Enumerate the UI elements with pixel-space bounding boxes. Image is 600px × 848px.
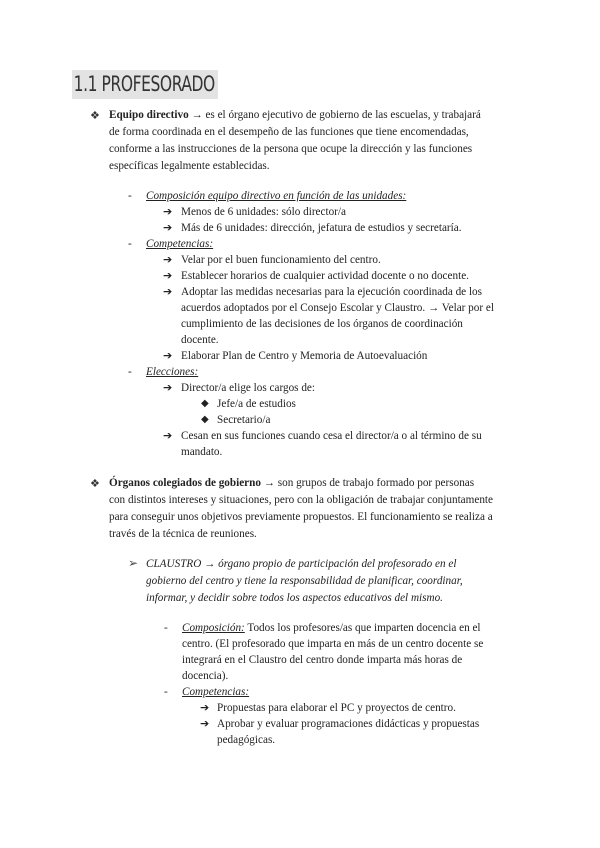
claustro-competencias-item: Aprobar y evaluar programaciones didácticas y propuestas <box>217 718 480 730</box>
dash-marker: - <box>128 190 132 202</box>
arrow-icon: ➔ <box>163 253 173 266</box>
arrow-icon: ➔ <box>163 221 173 234</box>
equipo-heading: Equipo directivo <box>109 109 189 121</box>
bullet-icon: ❖ <box>90 110 100 122</box>
elecciones-item-2-cont: mandato. <box>181 446 223 458</box>
organos-line-4: través de la técnica de reuniones. <box>109 528 257 540</box>
claustro-competencias-item: Propuestas para elaborar el PC y proyectos de centro. <box>217 702 456 714</box>
competencias-item-cont: acuerdos adoptados por el Consejo Escolar y Claustro. → Velar por el <box>181 302 494 314</box>
competencias-item: Adoptar las medidas necesarias para la ejecución coordinada de los <box>181 286 483 298</box>
organos-heading: Órganos colegiados de gobierno <box>109 477 261 489</box>
organos-line-3: para conseguir unos objetivos previamente propuestos. El funcionamiento se realiza a <box>109 511 493 523</box>
arrow-icon: ➔ <box>163 205 173 218</box>
equipo-text: → es el órgano ejecutivo de gobierno de las escuelas, y trabajará <box>191 109 481 121</box>
diamond-icon: ◆ <box>201 398 209 409</box>
claustro-composicion-line-1 <box>182 620 481 636</box>
dash-marker: - <box>164 686 168 698</box>
equipo-line-3: conforme a las instrucciones de la persona que ocupe la dirección y las funciones <box>109 143 473 155</box>
claustro-composicion-label: Composición: <box>182 622 245 634</box>
arrow-icon: ➔ <box>200 717 210 730</box>
dash-marker: - <box>164 622 168 634</box>
diamond-icon: ◆ <box>201 414 209 425</box>
competencias-item: Establecer horarios de cualquier actividad docente o no docente. <box>181 270 469 282</box>
claustro-composicion-line: integrará en el Claustro del centro donde imparta más horas de <box>182 654 463 666</box>
organos-line-2: con distintos intereses y situaciones, pero con la obligación de trabajar conjuntamente <box>109 494 493 506</box>
arrow-icon: ➔ <box>200 701 210 714</box>
elecciones-subitem: Secretario/a <box>217 414 271 426</box>
composicion-item-2: Más de 6 unidades: dirección, jefatura de estudios y secretaría. <box>181 222 462 234</box>
competencias-item-cont: cumplimiento de las decisiones de los órganos de coordinación <box>181 318 463 330</box>
arrow-icon: ➔ <box>163 269 173 282</box>
arrow-icon: ➔ <box>163 285 173 298</box>
dash-marker: - <box>128 366 132 378</box>
claustro-composicion-text: Todos los profesores/as que imparten docencia en el <box>247 622 481 634</box>
claustro-line-1: CLAUSTRO → órgano propio de participación del profesorado en el <box>146 558 457 570</box>
competencias-item: Velar por el buen funcionamiento del centro. <box>181 254 381 266</box>
elecciones-subitem: Jefe/a de estudios <box>217 398 296 410</box>
claustro-composicion-line: docencia). <box>182 670 229 682</box>
arrow-icon: ➔ <box>163 381 173 394</box>
claustro-line-3: informar, y decidir sobre todos los aspectos educativos del mismo. <box>146 592 443 604</box>
claustro-competencias-label: Competencias: <box>182 686 250 698</box>
competencias-item-cont: docente. <box>181 334 219 346</box>
arrow-icon: ➔ <box>163 429 173 442</box>
arrow-icon: ➔ <box>163 349 173 362</box>
elecciones-label: Elecciones: <box>146 366 199 378</box>
page-title: 1.1 PROFESORADO <box>72 70 218 99</box>
equipo-line-2: de forma coordinada en el desempeño de las funciones que tiene encomendadas, <box>109 126 469 138</box>
claustro-line-2: gobierno del centro y tiene la responsabilidad de planificar, coordinar, <box>146 575 463 587</box>
claustro-composicion-line: centro. (El profesorado que imparta en más de un centro docente se <box>182 638 484 650</box>
organos-line-1 <box>109 475 474 491</box>
composicion-item-1: Menos de 6 unidades: sólo director/a <box>181 206 346 218</box>
composicion-label: Composición equipo directivo en función de las unidades: <box>146 190 407 202</box>
equipo-line-1 <box>109 107 481 123</box>
equipo-line-4: específicas legalmente establecidas. <box>109 160 270 172</box>
bullet-icon: ❖ <box>90 478 100 490</box>
elecciones-item-2: Cesan en sus funciones cuando cesa el director/a o al término de su <box>181 430 482 442</box>
claustro-competencias-item-cont: pedagógicas. <box>217 734 276 746</box>
dash-marker: - <box>128 238 132 250</box>
elecciones-item-1: Director/a elige los cargos de: <box>181 382 315 394</box>
competencias-item: Elaborar Plan de Centro y Memoria de Autoevaluación <box>181 350 428 362</box>
competencias-label: Competencias: <box>146 238 214 250</box>
arrowhead-icon: ➢ <box>128 556 139 570</box>
organos-text: → son grupos de trabajo formado por personas <box>263 477 475 489</box>
